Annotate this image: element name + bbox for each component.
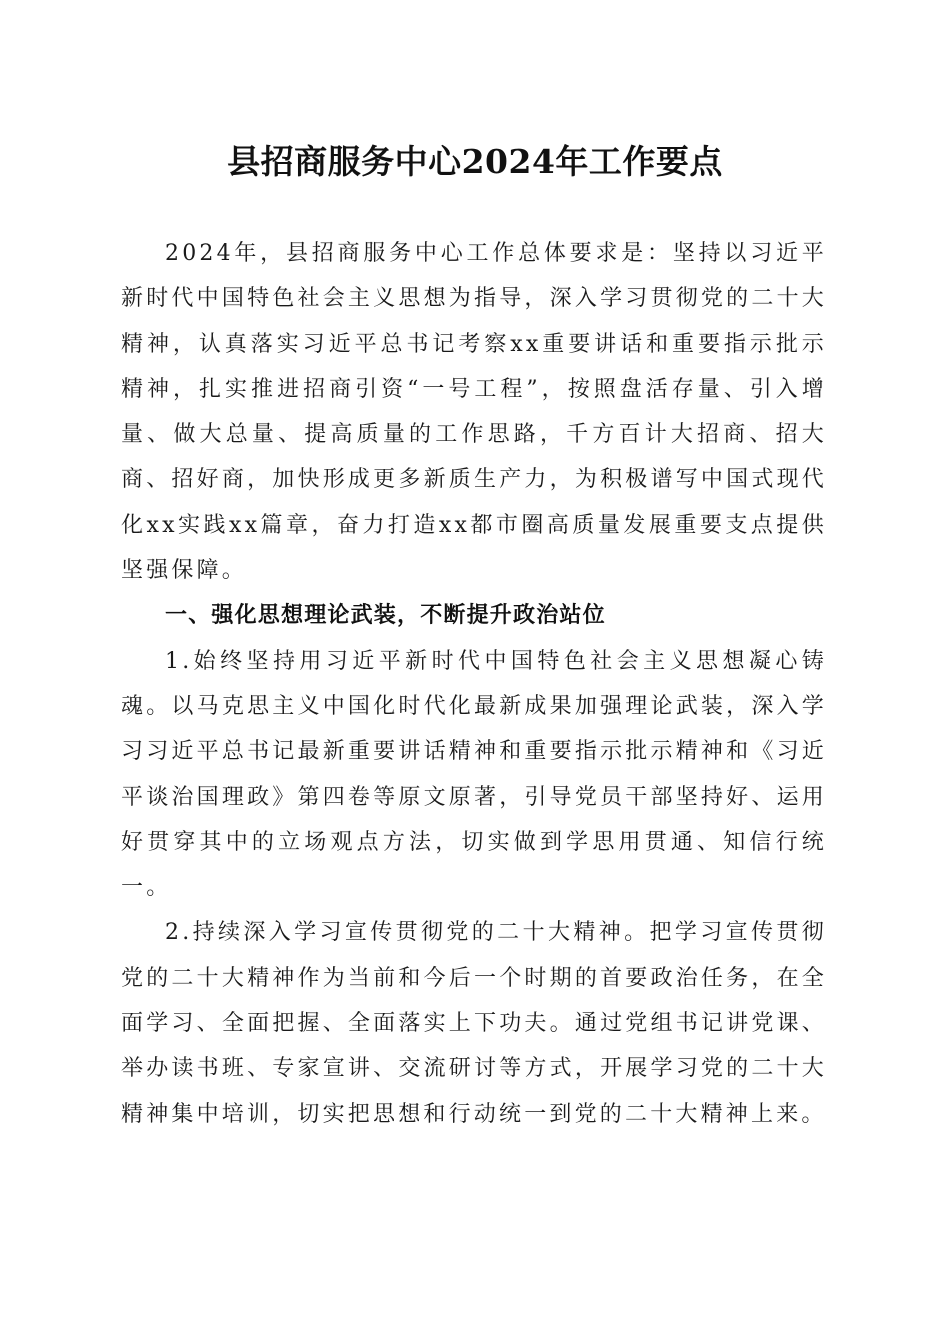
paragraph-item-1: 1.始终坚持用习近平新时代中国特色社会主义思想凝心铸魂。以马克思主义中国化时代化最新成果加强理论武装，深入学习习近平总书记最新重要讲话精神和重要指示批示精神和《习近平谈治国理政》第四卷等原文原著，引导党员干部坚持好、运用好贯穿其中的立场观点方法，切实做到学思用贯通、知信行统一。 xyxy=(121,648,827,901)
document-body xyxy=(121,231,827,1137)
intro-paragraph: 2024年，县招商服务中心工作总体要求是：坚持以习近平新时代中国特色社会主义思想为指导，深入学习贯彻党的二十大精神，认真落实习近平总书记考察xx重要讲话和重要指示批示精神，扎实推进招商引资“一号工程”，按照盘活存量、引入增量、做大总量、提高质量的工作思路，千方百计大招商、招大商、招好商，加快形成更多新质生产力，为积极谱写中国式现代化xx实践xx篇章，奋力打造xx都市圈高质量发展重要支点提供坚强保障。 xyxy=(121,241,827,584)
paragraph-item-2: 2.持续深入学习宣传贯彻党的二十大精神。把学习宣传贯彻党的二十大精神作为当前和今后一个时期的首要政治任务，在全面学习、全面把握、全面落实上下功夫。通过党组书记讲党课、举办读书班、专家宣讲、交流研讨等方式，开展学习党的二十大精神集中培训，切实把思想和行动统一到党的二十大精神上来。 xyxy=(121,920,827,1127)
document-title: 县招商服务中心2024年工作要点 xyxy=(227,142,723,181)
section-heading: 一、强化思想理论武装，不断提升政治站位 xyxy=(165,603,606,629)
